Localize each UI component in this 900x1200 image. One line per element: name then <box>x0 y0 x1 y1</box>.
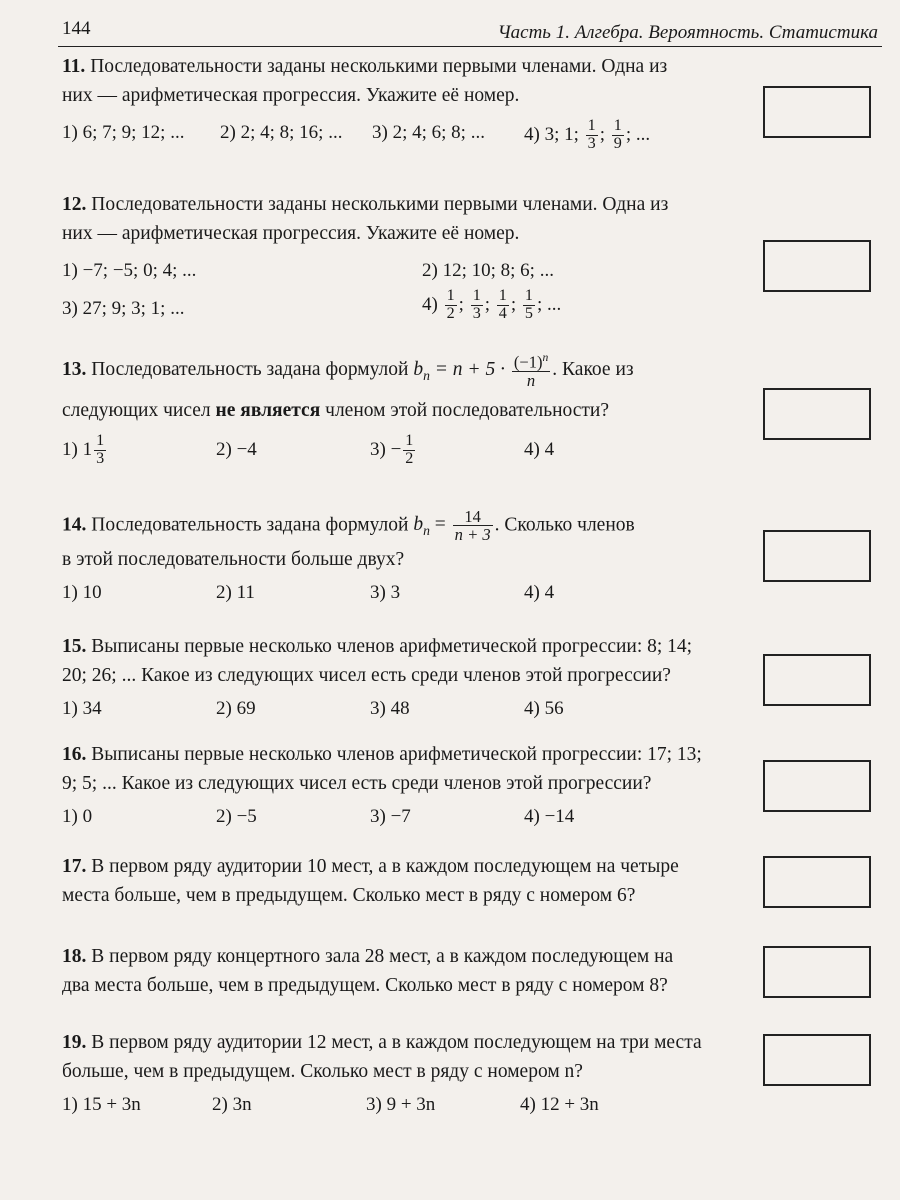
option-2[interactable]: 2) 2; 4; 8; 16; ... <box>220 122 343 143</box>
problem-text: 20; 26; ... Какое из следующих чисел есть среди членов этой прогрессии? <box>62 665 671 686</box>
option-1[interactable]: 1) 34 <box>62 698 102 719</box>
problem-17 <box>62 852 742 910</box>
fraction: $\frac{1}{5}$ <box>524 287 533 322</box>
problem-text: Выписаны первые несколько членов арифметической прогрессии: 8; 14; <box>91 636 693 657</box>
option-3[interactable]: 3) 2; 4; 6; 8; ... <box>372 122 485 143</box>
problem-19 <box>62 1028 742 1126</box>
problem-text: В первом ряду аудитории 10 мест, а в каждом последующем на четыре <box>91 856 679 877</box>
problem-11 <box>62 52 742 160</box>
answer-box-16[interactable] <box>763 760 871 812</box>
option-2[interactable]: 2) 11 <box>216 582 255 604</box>
problem-number: 12. <box>62 194 87 215</box>
option-2[interactable]: 2) 12; 10; 8; 6; ... <box>422 260 554 281</box>
answer-options <box>62 429 742 475</box>
problem-text: места больше, чем в предыдущем. Сколько мест в ряду с номером 6? <box>62 885 636 906</box>
problem-text: в этой последовательности больше двух? <box>62 549 405 571</box>
answer-box-12[interactable] <box>763 240 871 292</box>
emphasis: не является <box>215 400 321 422</box>
answer-box-15[interactable] <box>763 654 871 706</box>
option-1[interactable]: 1) 0 <box>62 806 93 827</box>
formula: $b_n$ = $\frac{14}{n + 3}$ <box>413 507 491 545</box>
problem-text: Последовательность задана формулой <box>91 359 409 381</box>
option-3[interactable]: 3) −7 <box>370 806 411 827</box>
answer-box-19[interactable] <box>763 1034 871 1086</box>
option-3[interactable]: 3) 3 <box>370 582 401 604</box>
answer-box-17[interactable] <box>763 856 871 908</box>
fraction: $\frac{1}{4}$ <box>498 287 507 322</box>
problem-15 <box>62 632 742 730</box>
problem-12 <box>62 190 742 334</box>
problem-number: 15. <box>62 636 87 657</box>
problem-16 <box>62 740 742 838</box>
problem-13: 13. Последовательность задана формулой $b_n = n + 5$ · $\frac{(-1)^n}{n}$ . Какое из следующих чисел не является членом этой последовательности? 1) 1 $\frac{1}{3}$ 2) −4 3) − $\frac{1}{2}$ 4) 4 <box>62 352 742 475</box>
problem-text: два места больше, чем в предыдущем. Сколько мест в ряду с номером 8? <box>62 975 668 996</box>
option-1[interactable]: 1) 10 <box>62 582 102 604</box>
problem-number: 18. <box>62 946 87 967</box>
answer-options <box>62 802 742 838</box>
formula: $b_n = n + 5$ · $\frac{(-1)^n}{n}$ <box>413 351 549 390</box>
answer-options <box>62 252 742 284</box>
option-3[interactable]: 3) 48 <box>370 698 410 719</box>
option-4[interactable]: 4) 4 <box>524 439 555 461</box>
option-4[interactable]: 4) $\frac{1}{2}$ ; $\frac{1}{3}$ ; $\frac{1}{4}$ ; $\frac{1}{5}$ ; ... <box>422 287 562 322</box>
fraction: $\frac{1}{2}$ <box>446 287 455 322</box>
problem-text: них — арифметическая прогрессия. Укажите её номер. <box>62 223 520 244</box>
option-4[interactable]: 4) 3; 1; $\frac{1}{3}$ ; $\frac{1}{9}$ ; ... <box>524 117 651 152</box>
option-4[interactable]: 4) 56 <box>524 698 564 719</box>
page-number: 144 <box>62 18 91 39</box>
option-3[interactable]: 3) 9 + 3n <box>366 1094 436 1115</box>
running-head: Часть 1. Алгебра. Вероятность. Статистика <box>497 22 878 43</box>
option-2[interactable]: 2) 69 <box>216 698 256 719</box>
problem-text: них — арифметическая прогрессия. Укажите её номер. <box>62 85 520 106</box>
option-3[interactable]: 3) 27; 9; 3; 1; ... <box>62 298 185 319</box>
fraction: $\frac{1}{9}$ <box>613 117 622 152</box>
answer-options <box>62 694 742 730</box>
option-4[interactable]: 4) 12 + 3n <box>520 1094 599 1115</box>
problem-number: 16. <box>62 744 87 765</box>
answer-box-11[interactable] <box>763 86 871 138</box>
option-3[interactable]: 3) − $\frac{1}{2}$ <box>370 432 414 467</box>
problem-number: 11. <box>62 56 86 77</box>
option-2[interactable]: 2) 3n <box>212 1094 252 1115</box>
option-1[interactable]: 1) −7; −5; 0; 4; ... <box>62 260 197 281</box>
header-rule <box>58 46 882 47</box>
problem-number: 13. <box>62 359 87 381</box>
problem-number: 19. <box>62 1032 87 1053</box>
answer-box-18[interactable] <box>763 946 871 998</box>
option-1[interactable]: 1) 1 $\frac{1}{3}$ <box>62 432 105 467</box>
answer-options <box>62 288 742 334</box>
option-4[interactable]: 4) 4 <box>524 582 555 604</box>
problem-text: В первом ряду концертного зала 28 мест, а в каждом последующем на <box>91 946 674 967</box>
problem-text: Последовательности заданы несколькими первыми членами. Одна из <box>91 194 669 215</box>
option-1[interactable]: 1) 15 + 3n <box>62 1094 141 1115</box>
option-2[interactable]: 2) −5 <box>216 806 257 827</box>
answer-options <box>62 1090 742 1126</box>
problem-18 <box>62 942 742 1000</box>
problem-text: Последовательность задана формулой <box>91 514 409 536</box>
option-4[interactable]: 4) −14 <box>524 806 575 827</box>
problem-14: 14. Последовательность задана формулой $b_n$ = $\frac{14}{n + 3}$ . Сколько членов в этой последовательности больше двух? 1) 10 2) 11 3) 3 4) 4 <box>62 508 742 614</box>
problem-text: Последовательности заданы несколькими первыми членами. Одна из <box>90 56 668 77</box>
problem-number: 14. <box>62 514 87 536</box>
option-1[interactable]: 1) 6; 7; 9; 12; ... <box>62 122 185 143</box>
answer-options <box>62 578 742 614</box>
problem-text: 9; 5; ... Какое из следующих чисел есть среди членов этой прогрессии? <box>62 773 652 794</box>
problem-text: Выписаны первые несколько членов арифметической прогрессии: 17; 13; <box>91 744 702 765</box>
problem-number: 17. <box>62 856 87 877</box>
answer-box-13[interactable] <box>763 388 871 440</box>
problem-text: больше, чем в предыдущем. Сколько мест в ряду с номером n? <box>62 1061 583 1082</box>
answer-options <box>62 114 742 160</box>
fraction: $\frac{1}{3}$ <box>472 287 481 322</box>
answer-box-14[interactable] <box>763 530 871 582</box>
option-2[interactable]: 2) −4 <box>216 439 257 461</box>
problem-text: В первом ряду аудитории 12 мест, а в каждом последующем на три места <box>91 1032 702 1053</box>
fraction: $\frac{1}{3}$ <box>587 117 596 152</box>
